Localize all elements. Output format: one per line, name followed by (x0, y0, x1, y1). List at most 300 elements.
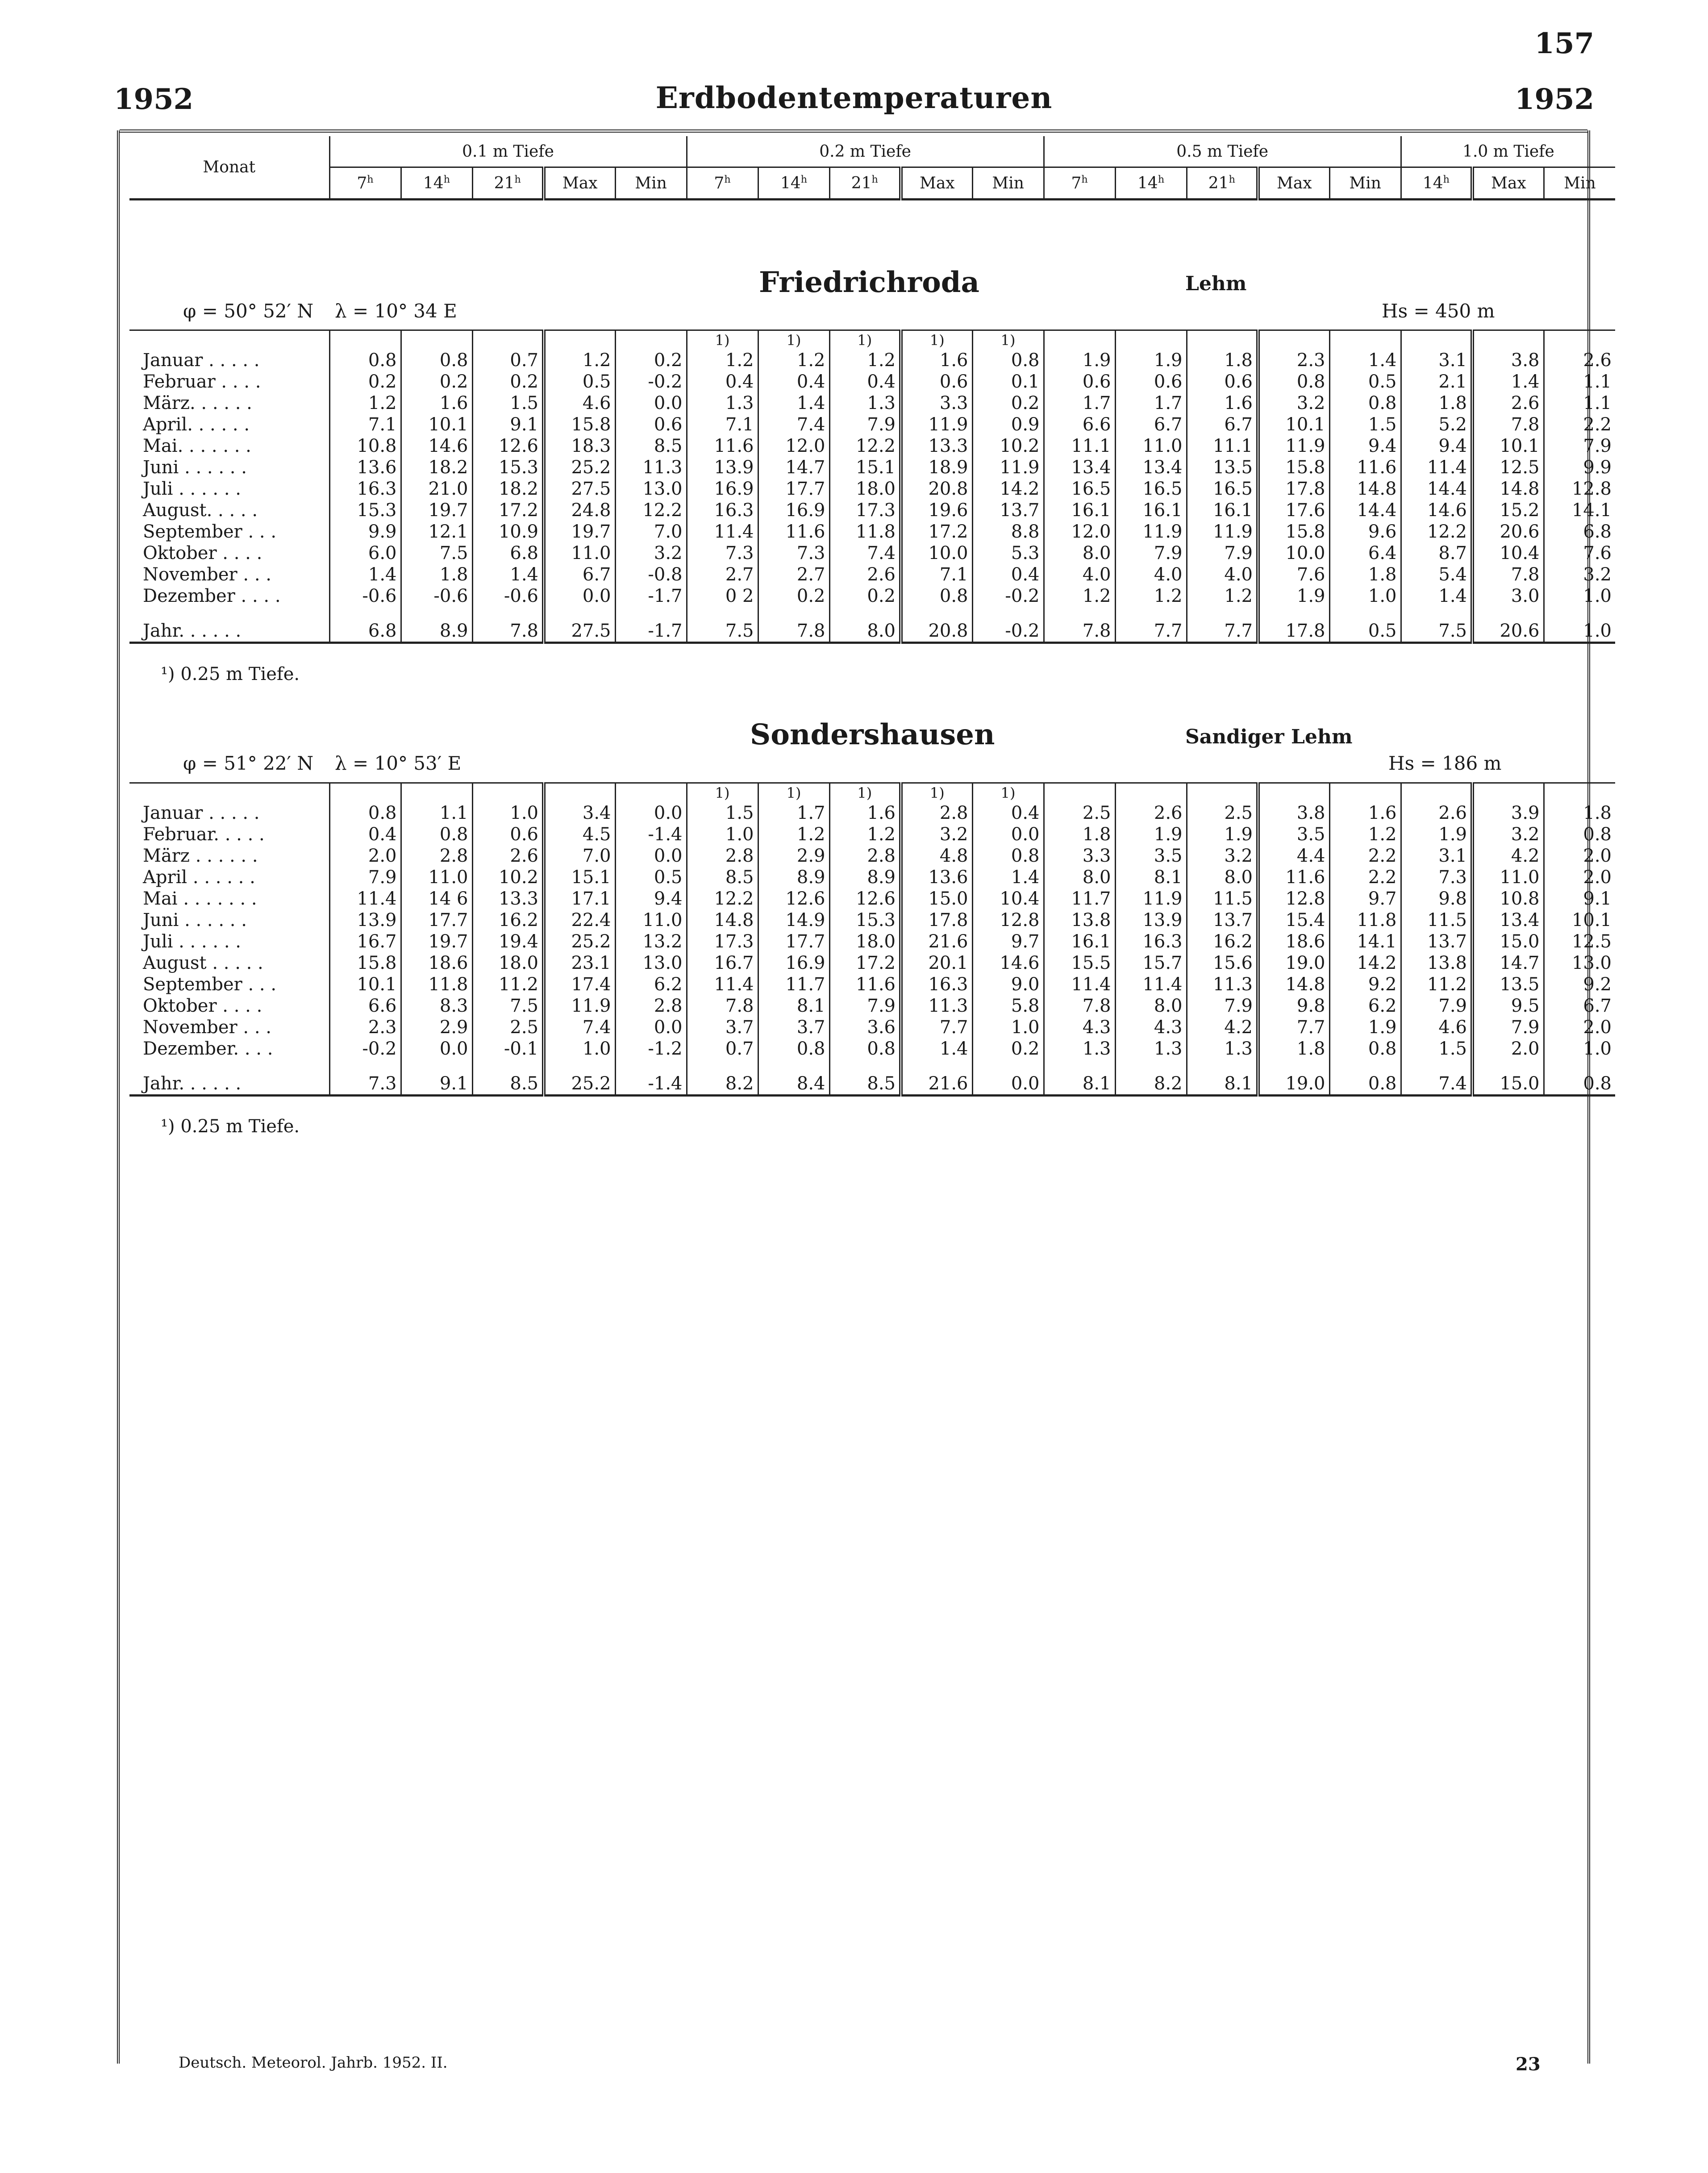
temperature-cell: 14.8 (1472, 478, 1544, 500)
temperature-cell: 0.8 (972, 845, 1044, 867)
empty-cell (544, 607, 615, 620)
temperature-cell: 14.2 (972, 478, 1044, 500)
temperature-cell: 8.0 (1187, 867, 1258, 888)
temperature-cell: 0.6 (1044, 371, 1115, 392)
temperature-cell: 3.3 (1044, 845, 1115, 867)
temperature-cell: 7.8 (1044, 620, 1115, 643)
temperature-cell: 13.3 (901, 435, 972, 457)
temperature-cell: 16.3 (329, 478, 401, 500)
temperature-cell: 1.2 (829, 350, 901, 371)
table-row (129, 371, 1615, 392)
temperature-cell: 13.7 (972, 500, 1044, 521)
footnote-marker: 1) (972, 330, 1044, 350)
spacer-row (129, 607, 1615, 620)
header-min: Min (972, 167, 1044, 200)
temperature-cell: 0.8 (1258, 371, 1329, 392)
temperature-cell: 9.8 (1258, 995, 1329, 1017)
temperature-cell: 3.8 (1258, 802, 1329, 824)
temperature-cell: 13.6 (901, 867, 972, 888)
temperature-cell: 2.8 (829, 845, 901, 867)
temperature-cell: 9.2 (1544, 974, 1615, 995)
temperature-cell: 8.0 (829, 620, 901, 643)
temperature-cell: 16.2 (472, 909, 544, 931)
temperature-cell: 7.9 (1187, 995, 1258, 1017)
temperature-cell: 1.0 (1329, 585, 1401, 607)
month-label: August. . . . . (143, 500, 258, 521)
empty-cell (129, 607, 329, 620)
temperature-cell: 0.8 (901, 585, 972, 607)
temperature-cell: 2.2 (1329, 845, 1401, 867)
table-row (129, 802, 1615, 824)
temperature-cell: 6.0 (329, 542, 401, 564)
temperature-cell: -0.1 (472, 1038, 544, 1059)
temperature-cell: 7.8 (1472, 414, 1544, 435)
empty-cell (1329, 330, 1401, 350)
month-label: Oktober . . . . (143, 996, 262, 1016)
temperature-cell: 16.1 (1187, 500, 1258, 521)
temperature-cell: 1.5 (1401, 1038, 1472, 1059)
temperature-cell: 4.3 (1115, 1017, 1187, 1038)
temperature-cell: 0.0 (615, 845, 687, 867)
empty-cell (1187, 783, 1258, 803)
temperature-cell: 7.8 (687, 995, 758, 1017)
empty-cell (472, 607, 544, 620)
temperature-cell: 16.7 (687, 952, 758, 974)
temperature-cell: 0 2 (687, 585, 758, 607)
footnote-marker-row (129, 330, 1615, 350)
temperature-cell: 13.9 (329, 909, 401, 931)
temperature-cell: 22.4 (544, 909, 615, 931)
temperature-cell: 16.1 (1044, 931, 1115, 952)
temperature-cell: 9.1 (1544, 888, 1615, 909)
temperature-cell: 12.0 (758, 435, 829, 457)
temperature-cell: 0.4 (972, 564, 1044, 585)
empty-cell (1329, 607, 1401, 620)
temperature-cell: 17.8 (1258, 620, 1329, 643)
temperature-cell: 8.1 (758, 995, 829, 1017)
temperature-cell: 9.4 (615, 888, 687, 909)
temperature-cell: 1.9 (1329, 1017, 1401, 1038)
empty-cell (615, 1059, 687, 1073)
temperature-cell: 8.9 (401, 620, 472, 643)
empty-cell (829, 1059, 901, 1073)
empty-cell (1544, 783, 1615, 803)
temperature-cell: 12.6 (472, 435, 544, 457)
month-label: Juli . . . . . . (143, 479, 241, 499)
temperature-cell: -1.2 (615, 1038, 687, 1059)
temperature-cell: 11.0 (1115, 435, 1187, 457)
temperature-cell: 8.7 (1401, 542, 1472, 564)
temperature-cell: 1.0 (472, 802, 544, 824)
temperature-cell: 0.1 (972, 371, 1044, 392)
temperature-cell: 2.8 (901, 802, 972, 824)
table-row (129, 564, 1615, 585)
temperature-cell: 13.9 (1115, 909, 1187, 931)
temperature-cell: 11.0 (615, 909, 687, 931)
temperature-cell: 13.4 (1115, 457, 1187, 478)
latitude-friedrichroda: φ = 50° 52′ N (183, 300, 314, 322)
temperature-cell: 2.8 (401, 845, 472, 867)
temperature-cell: 9.1 (472, 414, 544, 435)
temperature-cell: 6.2 (615, 974, 687, 995)
temperature-cell: 15.4 (1258, 909, 1329, 931)
temperature-cell: 1.5 (1329, 414, 1401, 435)
temperature-cell: 7.9 (829, 995, 901, 1017)
temperature-cell: 14 6 (401, 888, 472, 909)
temperature-cell: 16.3 (687, 500, 758, 521)
temperature-cell: 9.9 (1544, 457, 1615, 478)
empty-cell (1258, 607, 1329, 620)
empty-cell (687, 607, 758, 620)
temperature-cell: 13.7 (1401, 931, 1472, 952)
temperature-cell: 11.8 (829, 521, 901, 542)
temperature-cell: 1.2 (758, 350, 829, 371)
temperature-cell: 15.7 (1115, 952, 1187, 974)
temperature-cell: 0.2 (758, 585, 829, 607)
temperature-cell: 7.6 (1258, 564, 1329, 585)
temperature-cell: -0.6 (329, 585, 401, 607)
temperature-cell: 1.8 (1187, 350, 1258, 371)
temperature-cell: 24.8 (544, 500, 615, 521)
temperature-cell: -1.4 (615, 824, 687, 845)
temperature-cell: 0.7 (687, 1038, 758, 1059)
temperature-cell: 0.2 (401, 371, 472, 392)
temperature-cell: 12.8 (1544, 478, 1615, 500)
temperature-cell: 1.0 (972, 1017, 1044, 1038)
temperature-cell: 11.3 (615, 457, 687, 478)
temperature-cell: 4.2 (1472, 845, 1544, 867)
temperature-cell: 7.9 (829, 414, 901, 435)
temperature-cell: 0.5 (1329, 620, 1401, 643)
temperature-cell: 7.9 (1187, 542, 1258, 564)
temperature-cell: 1.8 (401, 564, 472, 585)
temperature-cell: 10.2 (472, 867, 544, 888)
temperature-cell: 1.2 (1115, 585, 1187, 607)
empty-cell (1544, 1059, 1615, 1073)
temperature-cell: 11.5 (1401, 909, 1472, 931)
temperature-cell: 0.0 (401, 1038, 472, 1059)
temperature-cell: 18.3 (544, 435, 615, 457)
temperature-cell: 5.2 (1401, 414, 1472, 435)
temperature-cell: 14.6 (401, 435, 472, 457)
temperature-cell: 20.8 (901, 620, 972, 643)
footnote-marker: 1) (758, 330, 829, 350)
year-total-row (129, 1073, 1615, 1096)
temperature-cell: 13.5 (1472, 974, 1544, 995)
soil-type-sondershausen: Sandiger Lehm (1185, 726, 1353, 748)
temperature-cell: 12.5 (1544, 931, 1615, 952)
table-row (129, 414, 1615, 435)
footnote-marker: 1) (901, 330, 972, 350)
temperature-cell: 16.2 (1187, 931, 1258, 952)
temperature-cell: 0.2 (615, 350, 687, 371)
station-height-friedrichroda: Hs = 450 m (1382, 300, 1495, 322)
temperature-cell: 14.4 (1401, 478, 1472, 500)
empty-cell (972, 607, 1044, 620)
temperature-cell: 9.6 (1329, 521, 1401, 542)
temperature-cell: 7.5 (687, 620, 758, 643)
temperature-cell: 7.6 (1544, 542, 1615, 564)
table-row (129, 1038, 1615, 1059)
temperature-cell: 20.1 (901, 952, 972, 974)
temperature-cell: 11.5 (1187, 888, 1258, 909)
temperature-cell: 2.5 (1044, 802, 1115, 824)
temperature-cell: 0.0 (615, 802, 687, 824)
footnote-marker: 1) (972, 783, 1044, 803)
temperature-cell: 8.5 (687, 867, 758, 888)
temperature-cell: 10.8 (329, 435, 401, 457)
temperature-cell: 7.1 (687, 414, 758, 435)
header-7h: 7$^h$ (329, 167, 401, 200)
header-monat: Monat (129, 136, 329, 200)
temperature-cell: 23.1 (544, 952, 615, 974)
temperature-cell: 7.9 (1115, 542, 1187, 564)
temperature-cell: 14.2 (1329, 952, 1401, 974)
longitude-sondershausen: λ = 10° 53′ E (335, 752, 462, 774)
temperature-cell: 1.9 (1401, 824, 1472, 845)
temperature-cell: 0.2 (972, 1038, 1044, 1059)
temperature-cell: 1.3 (1044, 1038, 1115, 1059)
temperature-cell: 15.8 (544, 414, 615, 435)
temperature-cell: 1.6 (1329, 802, 1401, 824)
temperature-cell: 0.7 (472, 350, 544, 371)
temperature-cell: 11.0 (1472, 867, 1544, 888)
frame-left-rule (117, 130, 120, 2064)
empty-cell (472, 1059, 544, 1073)
table-row (129, 867, 1615, 888)
year-label-left: 1952 (114, 83, 194, 116)
temperature-cell: 25.2 (544, 1073, 615, 1096)
temperature-cell: 3.0 (1472, 585, 1544, 607)
temperature-cell: 16.9 (687, 478, 758, 500)
empty-cell (1472, 330, 1544, 350)
temperature-cell: 3.7 (687, 1017, 758, 1038)
month-label: März. . . . . . (143, 393, 252, 413)
temperature-cell: 14.1 (1329, 931, 1401, 952)
temperature-cell: 2.9 (401, 1017, 472, 1038)
temperature-cell: 0.2 (972, 392, 1044, 414)
temperature-cell: 12.6 (829, 888, 901, 909)
empty-cell (544, 1059, 615, 1073)
month-label: Januar . . . . . (143, 803, 260, 823)
temperature-cell: 8.4 (758, 1073, 829, 1096)
temperature-cell: 27.5 (544, 478, 615, 500)
temperature-cell: 6.7 (1187, 414, 1258, 435)
temperature-cell: 7.4 (758, 414, 829, 435)
temperature-cell: 15.8 (329, 952, 401, 974)
temperature-cell: 11.1 (1187, 435, 1258, 457)
temperature-cell: 13.2 (615, 931, 687, 952)
month-label: Dezember. . . . (143, 1039, 273, 1059)
temperature-cell: 3.2 (1544, 564, 1615, 585)
temperature-cell: 20.8 (901, 478, 972, 500)
temperature-cell: 0.5 (615, 867, 687, 888)
temperature-cell: 7.7 (1187, 620, 1258, 643)
temperature-cell: 2.5 (472, 1017, 544, 1038)
temperature-cell: 18.0 (472, 952, 544, 974)
temperature-cell: 2.0 (1544, 1017, 1615, 1038)
temperature-cell: 0.8 (972, 350, 1044, 371)
temperature-cell: 2.0 (1544, 845, 1615, 867)
temperature-cell: 7.3 (329, 1073, 401, 1096)
temperature-cell: 2.7 (687, 564, 758, 585)
temperature-cell: -0.2 (329, 1038, 401, 1059)
temperature-cell: 13.8 (1044, 909, 1115, 931)
temperature-cell: 11.4 (687, 521, 758, 542)
spacer-row (129, 1059, 1615, 1073)
month-label: April . . . . . . (143, 867, 255, 888)
header-depth-0-2: 0.2 m Tiefe (687, 136, 1044, 167)
temperature-cell: 8.5 (829, 1073, 901, 1096)
source-footer: Deutsch. Meteorol. Jahrb. 1952. II. (179, 2054, 448, 2072)
temperature-cell: 14.7 (758, 457, 829, 478)
temperature-cell: 10.9 (472, 521, 544, 542)
temperature-cell: 20.6 (1472, 620, 1544, 643)
temperature-cell: 2.7 (758, 564, 829, 585)
temperature-cell: 7.0 (544, 845, 615, 867)
temperature-cell: 10.0 (1258, 542, 1329, 564)
temperature-cell: 2.3 (1258, 350, 1329, 371)
footnote-marker: 1) (758, 783, 829, 803)
temperature-cell: 14.4 (1329, 500, 1401, 521)
temperature-cell: 1.9 (1187, 824, 1258, 845)
temperature-cell: 4.5 (544, 824, 615, 845)
temperature-cell: 12.8 (972, 909, 1044, 931)
temperature-cell: 9.9 (329, 521, 401, 542)
table-row (129, 952, 1615, 974)
empty-cell (1044, 783, 1115, 803)
header-min: Min (1544, 167, 1615, 200)
empty-cell (472, 783, 544, 803)
temperature-cell: 2.5 (1187, 802, 1258, 824)
temperature-cell: 7.9 (1544, 435, 1615, 457)
temperature-cell: 1.6 (401, 392, 472, 414)
temperature-cell: 1.4 (972, 867, 1044, 888)
temperature-cell: 0.8 (829, 1038, 901, 1059)
footnote-marker: 1) (687, 330, 758, 350)
temperature-cell: 1.6 (1187, 392, 1258, 414)
temperature-cell: 7.7 (1115, 620, 1187, 643)
temperature-cell: 4.0 (1115, 564, 1187, 585)
temperature-cell: 6.2 (1329, 995, 1401, 1017)
temperature-cell: 16.5 (1187, 478, 1258, 500)
temperature-cell: 1.4 (329, 564, 401, 585)
temperature-cell: 7.4 (829, 542, 901, 564)
temperature-cell: 16.1 (1115, 500, 1187, 521)
temperature-cell: 0.0 (972, 824, 1044, 845)
header-14h: 14$^h$ (401, 167, 472, 200)
temperature-cell: 1.3 (1187, 1038, 1258, 1059)
empty-cell (1115, 607, 1187, 620)
table-row (129, 500, 1615, 521)
temperature-cell: 13.0 (615, 952, 687, 974)
temperature-cell: 16.9 (758, 500, 829, 521)
table-row (129, 457, 1615, 478)
empty-cell (1472, 1059, 1544, 1073)
temperature-cell: 7.7 (901, 1017, 972, 1038)
table-row (129, 931, 1615, 952)
empty-cell (129, 330, 329, 350)
header-depth-1-0: 1.0 m Tiefe (1401, 136, 1615, 167)
temperature-cell: 4.6 (544, 392, 615, 414)
temperature-cell: 1.7 (1044, 392, 1115, 414)
temperature-cell: 7.3 (687, 542, 758, 564)
temperature-cell: 11.1 (1044, 435, 1115, 457)
temperature-cell: 7.7 (1258, 1017, 1329, 1038)
temperature-cell: 13.0 (1544, 952, 1615, 974)
temperature-cell: 1.2 (544, 350, 615, 371)
empty-cell (687, 1059, 758, 1073)
temperature-cell: 7.9 (329, 867, 401, 888)
temperature-cell: -1.7 (615, 620, 687, 643)
temperature-cell: 13.4 (1044, 457, 1115, 478)
temperature-cell: 10.1 (401, 414, 472, 435)
temperature-cell: 5.4 (1401, 564, 1472, 585)
table-row (129, 392, 1615, 414)
temperature-cell: 0.8 (401, 824, 472, 845)
month-label: Februar . . . . (143, 371, 261, 392)
temperature-cell: 8.0 (1115, 995, 1187, 1017)
empty-cell (1187, 607, 1258, 620)
temperature-cell: 1.8 (1329, 564, 1401, 585)
temperature-cell: 0.8 (1544, 1073, 1615, 1096)
empty-cell (129, 1059, 329, 1073)
empty-cell (1401, 1059, 1472, 1073)
temperature-cell: 1.2 (1329, 824, 1401, 845)
temperature-cell: 4.2 (1187, 1017, 1258, 1038)
temperature-cell: 3.3 (901, 392, 972, 414)
empty-cell (901, 1059, 972, 1073)
temperature-cell: 3.1 (1401, 350, 1472, 371)
temperature-cell: 8.3 (401, 995, 472, 1017)
temperature-cell: 25.2 (544, 931, 615, 952)
temperature-cell: 16.5 (1115, 478, 1187, 500)
temperature-cell: 0.4 (758, 371, 829, 392)
temperature-cell: 0.4 (829, 371, 901, 392)
temperature-cell: 25.2 (544, 457, 615, 478)
temperature-cell: 9.4 (1329, 435, 1401, 457)
empty-cell (329, 1059, 401, 1073)
temperature-cell: 2.8 (687, 845, 758, 867)
temperature-cell: 10.1 (1258, 414, 1329, 435)
empty-cell (544, 783, 615, 803)
temperature-cell: 10.1 (329, 974, 401, 995)
month-label: März . . . . . . (143, 846, 258, 866)
temperature-cell: 17.3 (829, 500, 901, 521)
empty-cell (758, 1059, 829, 1073)
temperature-cell: 6.6 (329, 995, 401, 1017)
latitude-sondershausen: φ = 51° 22′ N (183, 752, 314, 774)
temperature-cell: 2.9 (758, 845, 829, 867)
temperature-cell: 11.3 (1187, 974, 1258, 995)
temperature-cell: 2.6 (1401, 802, 1472, 824)
temperature-cell: -1.4 (615, 1073, 687, 1096)
temperature-cell: 0.0 (544, 585, 615, 607)
table-row (129, 542, 1615, 564)
temperature-cell: 0.0 (615, 1017, 687, 1038)
empty-cell (1401, 330, 1472, 350)
temperature-cell: 11.0 (544, 542, 615, 564)
station-height-sondershausen: Hs = 186 m (1388, 752, 1502, 774)
temperature-cell: 7.5 (472, 995, 544, 1017)
temperature-cell: 9.4 (1401, 435, 1472, 457)
temperature-cell: 9.2 (1329, 974, 1401, 995)
temperature-cell: 17.7 (758, 931, 829, 952)
temperature-cell: 14.9 (758, 909, 829, 931)
empty-cell (401, 330, 472, 350)
temperature-cell: 3.2 (1187, 845, 1258, 867)
temperature-cell: 12.2 (1401, 521, 1472, 542)
